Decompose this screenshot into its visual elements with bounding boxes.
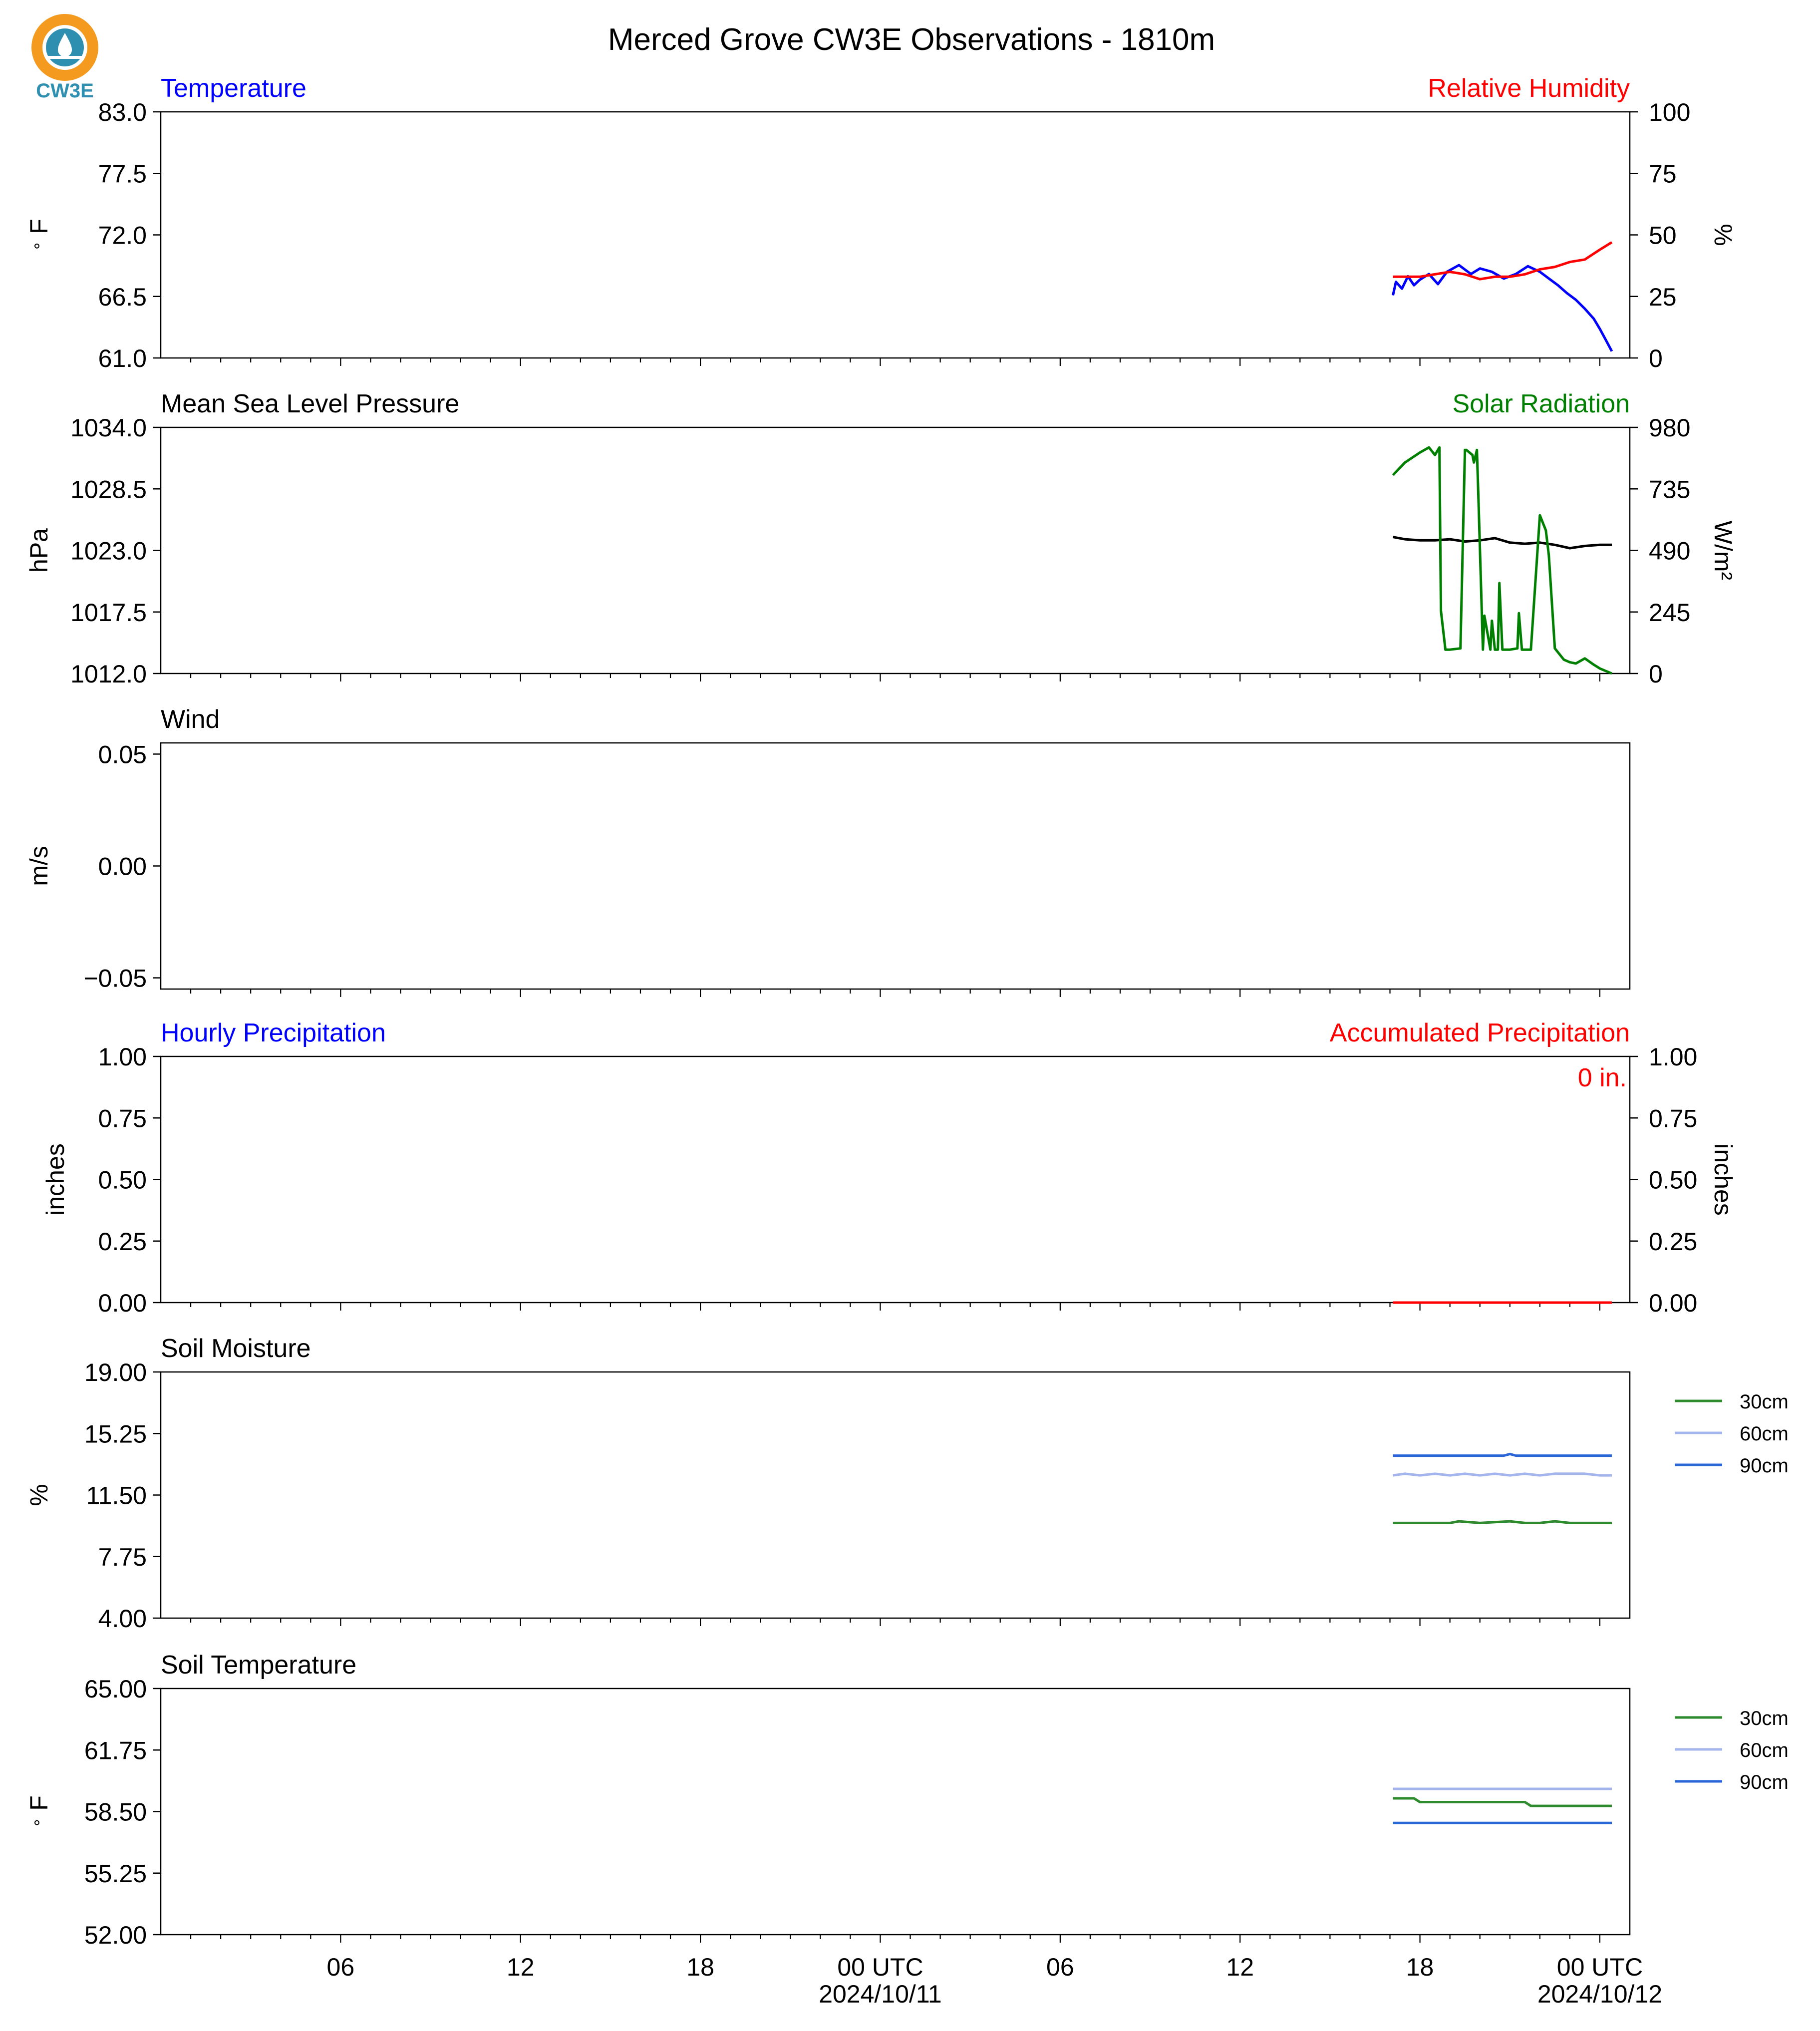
legend-label: 90cm (1740, 1455, 1789, 1477)
panel-title-right: Relative Humidity (1428, 74, 1630, 103)
y-axis-label-right: % (1709, 224, 1737, 246)
y-tick-label-right: 0.50 (1649, 1166, 1698, 1194)
y-axis-label-left: hPa (25, 528, 53, 573)
legend-label: 60cm (1740, 1739, 1789, 1761)
y-axis-label-left: ∘ F (25, 219, 53, 251)
panel-title-left: Wind (161, 705, 220, 734)
y-tick-label-left: 0.25 (98, 1227, 147, 1256)
y-tick-label-left: 11.50 (86, 1481, 147, 1510)
y-tick-label-left: 1.00 (98, 1043, 147, 1071)
y-axis-label-right: W/m² (1709, 520, 1737, 581)
plot-frame (161, 112, 1630, 358)
legend-label: 60cm (1740, 1423, 1789, 1445)
panel-temp_rh (25, 74, 1737, 372)
y-tick-label-left: 65.00 (84, 1675, 147, 1703)
chart-title: Merced Grove CW3E Observations - 1810m (607, 22, 1215, 57)
x-tick-label: 00 UTC (837, 1953, 923, 1981)
x-tick-date: 2024/10/12 (1537, 1980, 1663, 2008)
plot-frame (161, 743, 1630, 989)
y-tick-label-left: 1017.5 (70, 598, 147, 627)
panels (25, 74, 1789, 2008)
series-temperature (1393, 265, 1612, 351)
panel-precip (41, 1018, 1737, 1317)
y-tick-label-right: 0 (1649, 660, 1663, 688)
series-mean-sea-level-pressure (1393, 537, 1612, 548)
x-tick-label: 06 (326, 1953, 355, 1981)
x-tick-label: 00 UTC (1556, 1953, 1643, 1981)
panel-title-left: Soil Moisture (161, 1334, 311, 1363)
y-tick-label-left: 4.00 (98, 1605, 147, 1633)
y-tick-label-left: 61.75 (84, 1736, 147, 1765)
y-tick-label-left: 0.75 (98, 1104, 147, 1133)
y-axis-label-left: m/s (25, 846, 53, 886)
y-axis-label-left: % (25, 1484, 53, 1506)
y-tick-label-left: 1028.5 (70, 475, 147, 504)
panel-title-left: Mean Sea Level Pressure (161, 389, 460, 418)
y-tick-label-left: −0.05 (83, 964, 147, 993)
panel-pressure_solar (25, 389, 1737, 688)
y-tick-label-left: 61.0 (98, 344, 147, 372)
y-tick-label-right: 980 (1649, 414, 1691, 442)
y-tick-label-right: 75 (1649, 160, 1677, 188)
y-tick-label-left: 83.0 (98, 98, 147, 126)
series-60cm (1393, 1474, 1612, 1475)
plot-frame (161, 427, 1630, 674)
series-30cm (1393, 1521, 1612, 1523)
y-tick-label-left: 1034.0 (70, 414, 147, 442)
y-tick-label-left: 58.50 (84, 1798, 147, 1826)
panel-title-left: Hourly Precipitation (161, 1018, 386, 1047)
y-tick-label-left: 19.00 (84, 1358, 147, 1386)
y-tick-label-right: 0.75 (1649, 1104, 1698, 1133)
y-tick-label-right: 0.25 (1649, 1227, 1698, 1256)
y-tick-label-left: 0.00 (98, 1289, 147, 1317)
legend-label: 30cm (1740, 1707, 1789, 1729)
plot-frame (161, 1056, 1630, 1303)
x-tick-label: 18 (1406, 1953, 1434, 1981)
y-axis-label-left: inches (41, 1143, 69, 1216)
y-tick-label-right: 25 (1649, 283, 1677, 311)
panel-soil_temp (25, 1651, 1789, 2008)
panel-title-right: Solar Radiation (1452, 389, 1630, 418)
panel-wind (25, 705, 1630, 997)
y-axis-label-left: ∘ F (25, 1795, 53, 1828)
x-tick-label: 18 (686, 1953, 714, 1981)
logo-text: CW3E (36, 80, 94, 102)
series-solar-radiation (1393, 447, 1612, 674)
panel-title-left: Soil Temperature (161, 1651, 357, 1680)
y-axis-label-right: inches (1709, 1143, 1737, 1216)
y-tick-label-right: 245 (1649, 598, 1691, 627)
y-tick-label-left: 15.25 (84, 1420, 147, 1448)
y-tick-label-left: 1012.0 (70, 660, 147, 688)
cw3e-logo (36, 19, 94, 102)
y-tick-label-left: 52.00 (84, 1921, 147, 1949)
logo-wave (46, 56, 84, 59)
y-tick-label-left: 55.25 (84, 1859, 147, 1888)
y-tick-label-right: 490 (1649, 537, 1691, 565)
panel-soil_moisture (25, 1334, 1789, 1633)
panel-title-left: Temperature (161, 74, 306, 103)
y-tick-label-left: 0.00 (98, 852, 147, 881)
y-tick-label-left: 0.50 (98, 1166, 147, 1194)
accumulated-precip-value: 0 in. (1577, 1063, 1627, 1092)
y-tick-label-left: 7.75 (98, 1543, 147, 1571)
x-tick-label: 12 (1226, 1953, 1254, 1981)
series-90cm (1393, 1454, 1612, 1455)
x-tick-label: 12 (506, 1953, 535, 1981)
y-tick-label-left: 0.05 (98, 740, 147, 769)
y-tick-label-right: 50 (1649, 221, 1677, 250)
plot-frame (161, 1689, 1630, 1935)
y-tick-label-right: 735 (1649, 475, 1691, 504)
legend-label: 90cm (1740, 1771, 1789, 1793)
y-tick-label-right: 0.00 (1649, 1289, 1698, 1317)
legend (1675, 1391, 1789, 1477)
x-tick-date: 2024/10/11 (819, 1980, 942, 2008)
y-tick-label-left: 77.5 (98, 160, 147, 188)
legend (1675, 1707, 1789, 1793)
legend-label: 30cm (1740, 1391, 1789, 1413)
panel-title-right: Accumulated Precipitation (1329, 1018, 1630, 1047)
y-tick-label-left: 66.5 (98, 283, 147, 311)
y-tick-label-right: 1.00 (1649, 1043, 1698, 1071)
y-tick-label-right: 100 (1649, 98, 1691, 126)
y-tick-label-left: 1023.0 (70, 537, 147, 565)
series-relative-humidity (1393, 242, 1612, 279)
y-tick-label-right: 0 (1649, 344, 1663, 372)
plot-frame (161, 1372, 1630, 1618)
x-tick-label: 06 (1046, 1953, 1074, 1981)
series-30cm (1393, 1798, 1612, 1806)
y-tick-label-left: 72.0 (98, 221, 147, 250)
